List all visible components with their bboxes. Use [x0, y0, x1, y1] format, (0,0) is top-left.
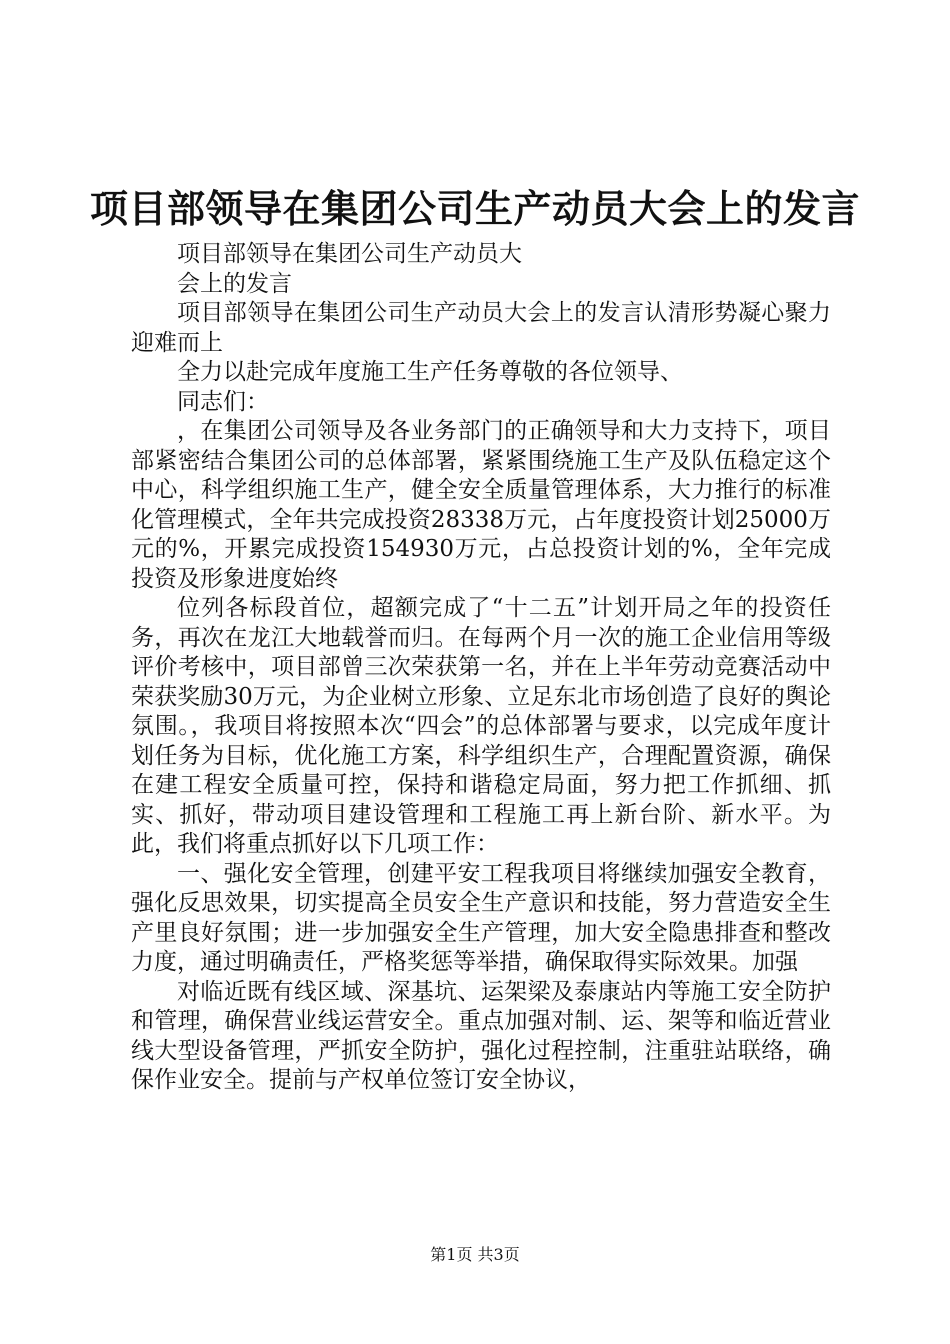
- document-title: 项目部领导在集团公司生产动员大会上的发言: [89, 186, 860, 231]
- paragraph: ，在集团公司领导及各业务部门的正确领导和大力支持下，项目部紧密结合集团公司的总体部署，紧紧围绕施工生产及队伍稳定这个中心，科学组织施工生产，健全安全质量管理体系，大力推行的标准化管理模式，全年共完成投资28338万元，占年度投资计划25000万元的%，开累完成投资154930万元，占总投资计划的%，全年完成投资及形象进度始终: [131, 418, 831, 592]
- paragraph: 项目部领导在集团公司生产动员大会上的发言认清形势凝心聚力迎难而上: [131, 300, 831, 356]
- paragraph: 位列各标段首位，超额完成了“十二五”计划开局之年的投资任务，再次在龙江大地载誉而归。在每两个月一次的施工企业信用等级评价考核中，项目部曾三次荣获第一名，并在上半年劳动竞赛活动中荣获奖励30万元，为企业树立形象、立足东北市场创造了良好的舆论氛围。，我项目将按照本次“四会”的总体部署与要求，以完成年度计划任务为目标，优化施工方案，科学组织生产，合理配置资源，确保在建工程安全质量可控，保持和谐稳定局面，努力把工作抓细、抓实、抓好，带动项目建设管理和工程施工再上新台阶、新水平。为此，我们将重点抓好以下几项工作：: [131, 595, 831, 857]
- paragraph: 一、强化安全管理，创建平安工程我项目将继续加强安全教育，强化反思效果，切实提高全员安全生产意识和技能，努力营造安全生产里良好氛围；进一步加强安全生产管理，加大安全隐患排查和整改力度，通过明确责任，严格奖惩等举措，确保取得实际效果。加强: [131, 860, 831, 975]
- paragraph: 同志们：: [177, 388, 269, 415]
- paragraph: 项目部领导在集团公司生产动员大: [177, 241, 522, 267]
- paragraph: 全力以赴完成年度施工生产任务尊敬的各位领导、: [177, 359, 683, 385]
- paragraph: 会上的发言: [177, 270, 292, 297]
- paragraph: 对临近既有线区域、深基坑、运架梁及泰康站内等施工安全防护和管理，确保营业线运营安全。重点加强对制、运、架等和临近营业线大型设备管理，严抓安全防护，强化过程控制，注重驻站联络，确保作业安全。提前与产权单位签订安全协议，: [131, 978, 831, 1093]
- document-body: [131, 240, 831, 1096]
- page-footer: 第1页 共3页: [430, 1245, 520, 1264]
